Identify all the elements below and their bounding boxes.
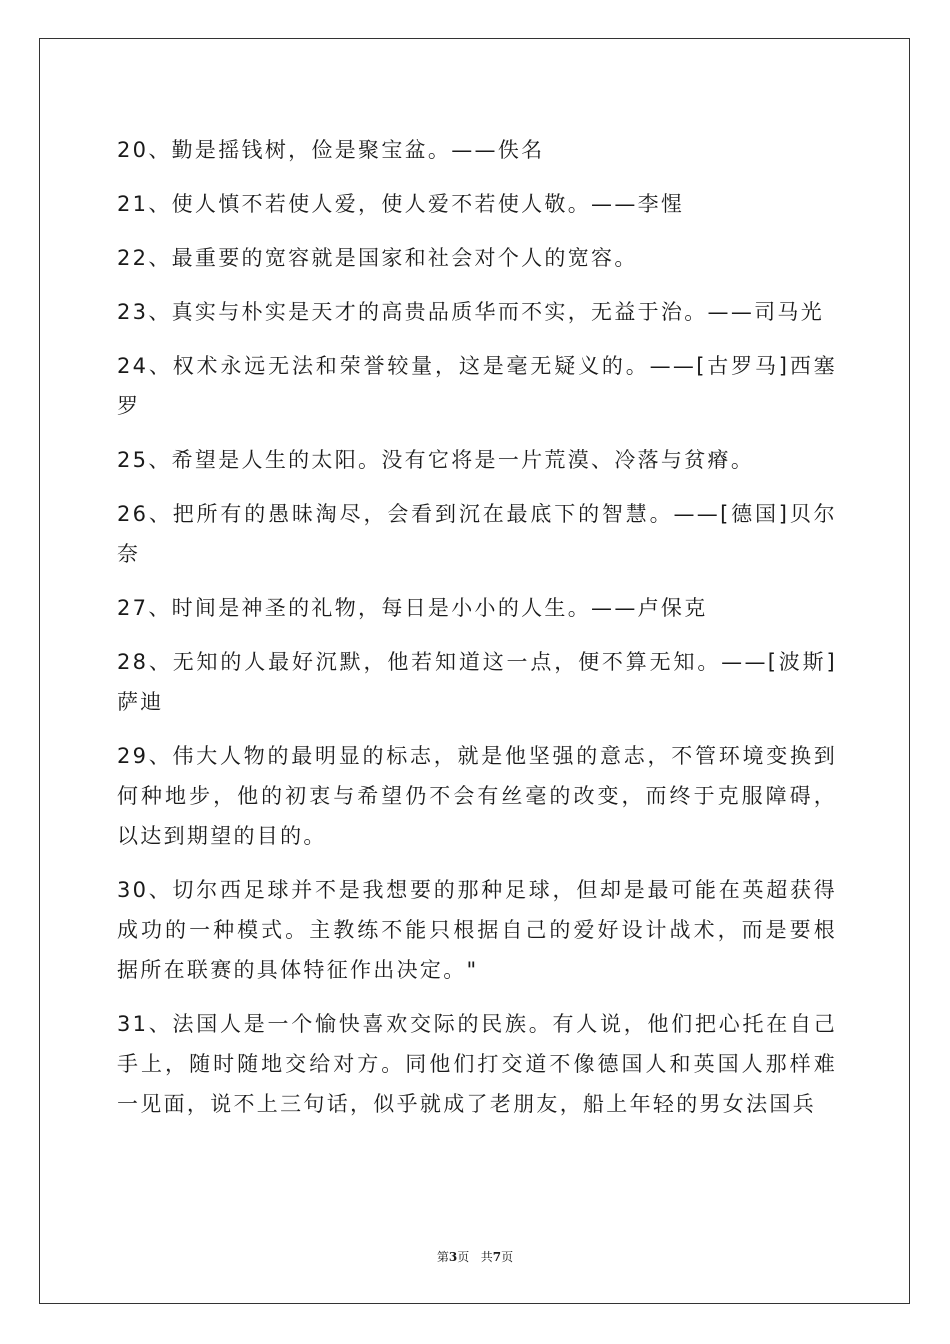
- current-page-number: 3: [448, 1250, 458, 1264]
- quote-21: 21、使人慎不若使人爱，使人爱不若使人敬。——李惺: [117, 192, 685, 216]
- quote-27: 27、时间是神圣的礼物，每日是小小的人生。——卢保克: [117, 596, 708, 620]
- quote-31: 31、法国人是一个愉快喜欢交际的民族。有人说，他们把心托在自己手上，随时随地交给对方。同他们打交道不像德国人和英国人那样难一见面，说不上三句话，似乎就成了老朋友，船上年轻的男女法国兵: [117, 1012, 837, 1116]
- total-prefix: 共: [480, 1250, 493, 1264]
- quote-25: 25、希望是人生的太阳。没有它将是一片荒漠、冷落与贫瘠。: [117, 448, 755, 472]
- quote-20: 20、勤是摇钱树，俭是聚宝盆。——佚名: [117, 138, 545, 162]
- total-page-number: 7: [492, 1250, 502, 1264]
- quote-29: 29、伟大人物的最明显的标志，就是他坚强的意志，不管环境变换到何种地步，他的初衷与希望仍不会有丝毫的改变，而终于克服障碍，以达到期望的目的。: [117, 744, 837, 848]
- quote-30: 30、切尔西足球并不是我想要的那种足球，但却是最可能在英超获得成功的一种模式。主教练不能只根据自己的爱好设计战术，而是要根据所在联赛的具体特征作出决定。": [117, 878, 837, 982]
- page-prefix: 第: [436, 1250, 449, 1264]
- quote-22: 22、最重要的宽容就是国家和社会对个人的宽容。: [117, 246, 638, 270]
- quote-list: [117, 130, 837, 1138]
- quote-23: 23、真实与朴实是天才的高贵品质华而不实，无益于治。——司马光: [117, 300, 825, 324]
- quote-28: 28、无知的人最好沉默，他若知道这一点，便不算无知。——[波斯]萨迪: [117, 650, 837, 714]
- quote-26: 26、把所有的愚昧淘尽，会看到沉在最底下的智慧。——[德国]贝尔奈: [117, 502, 837, 566]
- total-suffix: 页: [501, 1250, 514, 1264]
- page-footer: [0, 1248, 950, 1265]
- page-suffix: 页: [457, 1250, 470, 1264]
- quote-24: 24、权术永远无法和荣誉较量，这是毫无疑义的。——[古罗马]西塞罗: [117, 354, 837, 418]
